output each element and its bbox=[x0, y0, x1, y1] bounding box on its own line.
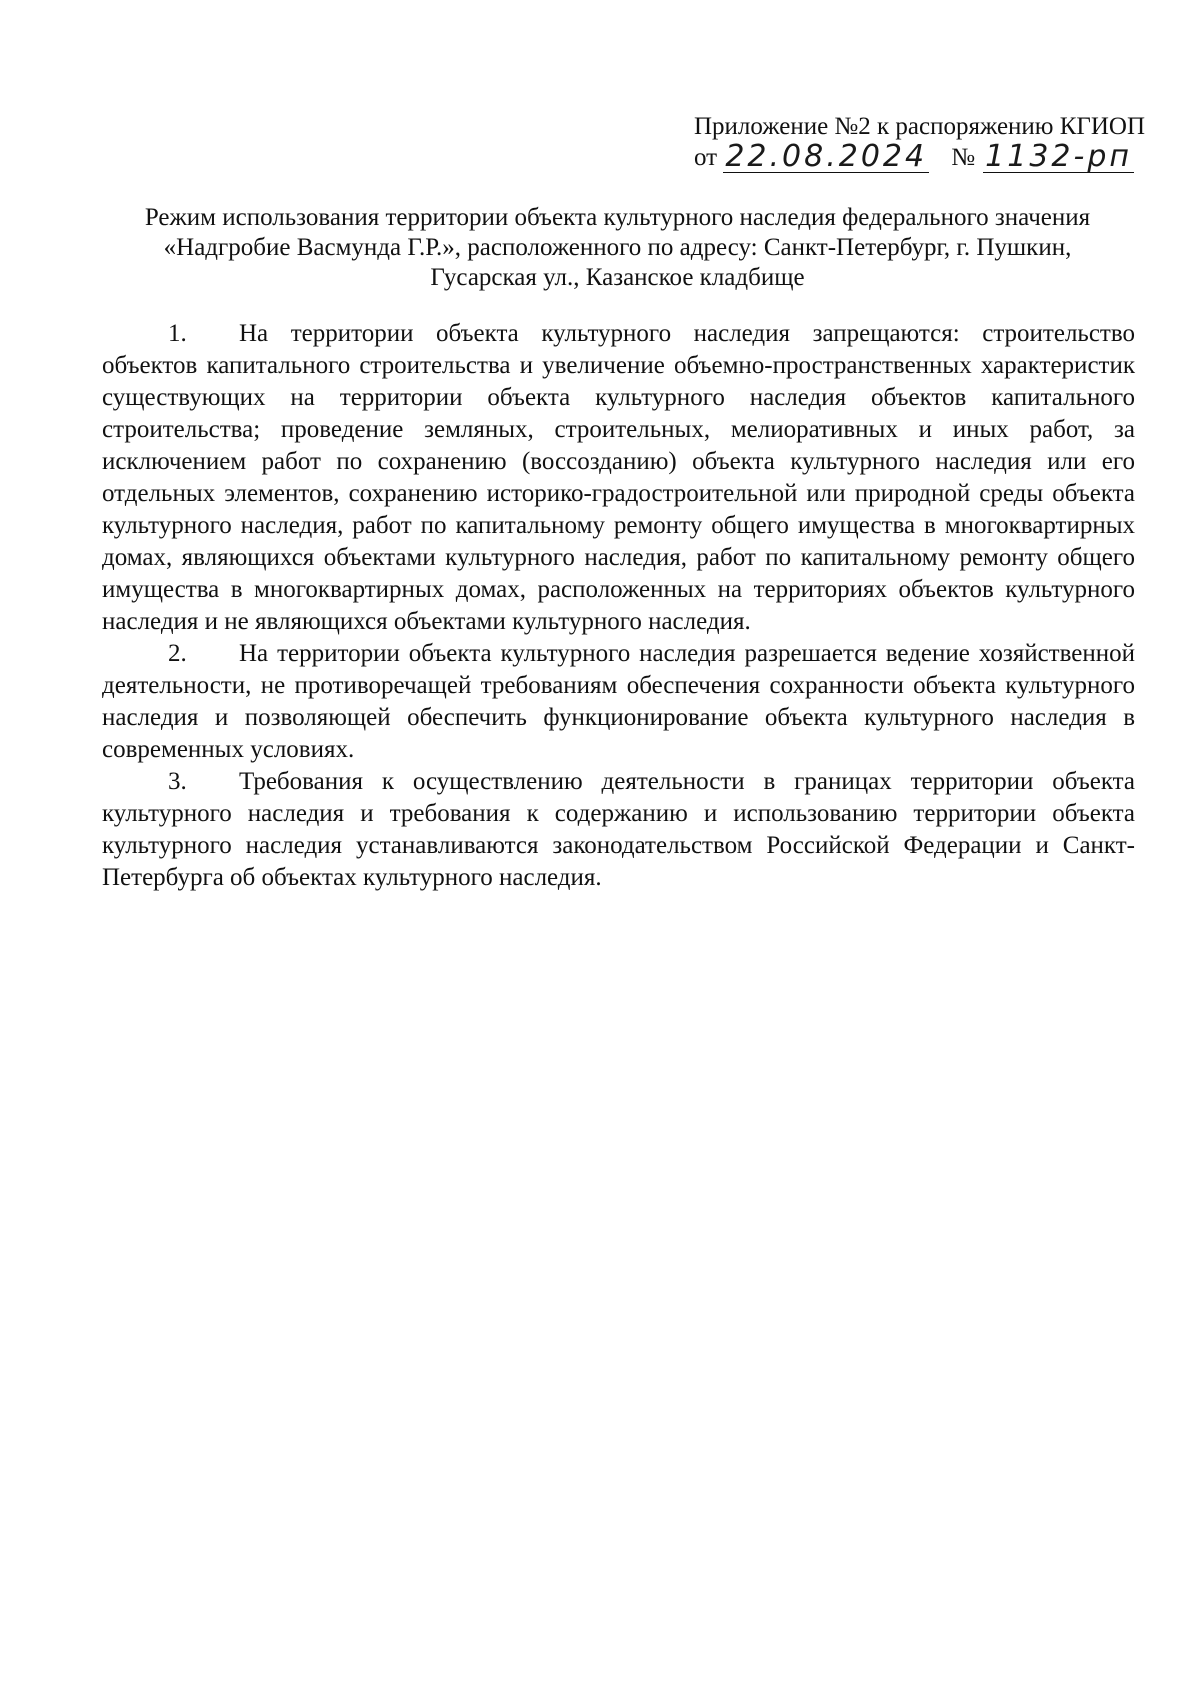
paragraph-text: На территории объекта культурного наследия разрешается ведение хозяйственной деятельности, не противоречащей требованиям обеспечения сохранности объекта культурного наследия и позволяющей обеспечить функционирование объекта культурного наследия в современных условиях. bbox=[102, 640, 1135, 763]
appendix-date-number-line bbox=[694, 139, 1134, 174]
paragraph-text: Требования к осуществлению деятельности в границах территории объекта культурного наследия и требования к содержанию и использованию территории объекта культурного наследия устанавливаются законодательством Российской Федерации и Санкт-Петербурга об объектах культурного наследия. bbox=[102, 768, 1135, 891]
paragraph-number: 2. bbox=[168, 640, 187, 667]
paragraph-number: 1. bbox=[168, 320, 187, 347]
date-prefix: от bbox=[694, 144, 718, 171]
paragraph-1 bbox=[102, 318, 1135, 638]
handwritten-order-number: 1132-рп bbox=[985, 139, 1132, 174]
document-title bbox=[100, 203, 1135, 293]
appendix-title: Приложение №2 к распоряжению КГИОП bbox=[694, 113, 1146, 140]
paragraph-number: 3. bbox=[168, 768, 187, 795]
paragraph-3 bbox=[102, 766, 1135, 894]
document-body bbox=[102, 318, 1135, 894]
handwritten-date: 22.08.2024 bbox=[723, 142, 929, 173]
title-line-1: Режим использования территории объекта культурного наследия федерального значения bbox=[144, 204, 1091, 231]
paragraph-text: На территории объекта культурного наследия запрещаются: строительство объектов капитального строительства и увеличение объемно-пространственных характеристик существующих на территории объекта культурного наследия объектов капитального строительства; проведение земляных, строительных, мелиоративных и иных работ, за исключением работ по сохранению (воссозданию) объекта культурного наследия или его отдельных элементов, сохранению историко-градостроительной или природной среды объекта культурного наследия, работ по капитальному ремонту общего имущества в многоквартирных домах, являющихся объектами культурного наследия, работ по капитальному ремонту общего имущества в многоквартирных домах, расположенных на территориях объектов культурного наследия и не являющихся объектами культурного наследия. bbox=[102, 320, 1135, 635]
title-line-2: «Надгробие Васмунда Г.Р.», расположенного по адресу: Санкт-Петербург, г. Пушкин, bbox=[163, 234, 1072, 261]
title-line-3: Гусарская ул., Казанское кладбище bbox=[430, 264, 805, 291]
paragraph-2 bbox=[102, 638, 1135, 766]
number-sign: № bbox=[951, 144, 976, 171]
appendix-header bbox=[694, 112, 1146, 174]
